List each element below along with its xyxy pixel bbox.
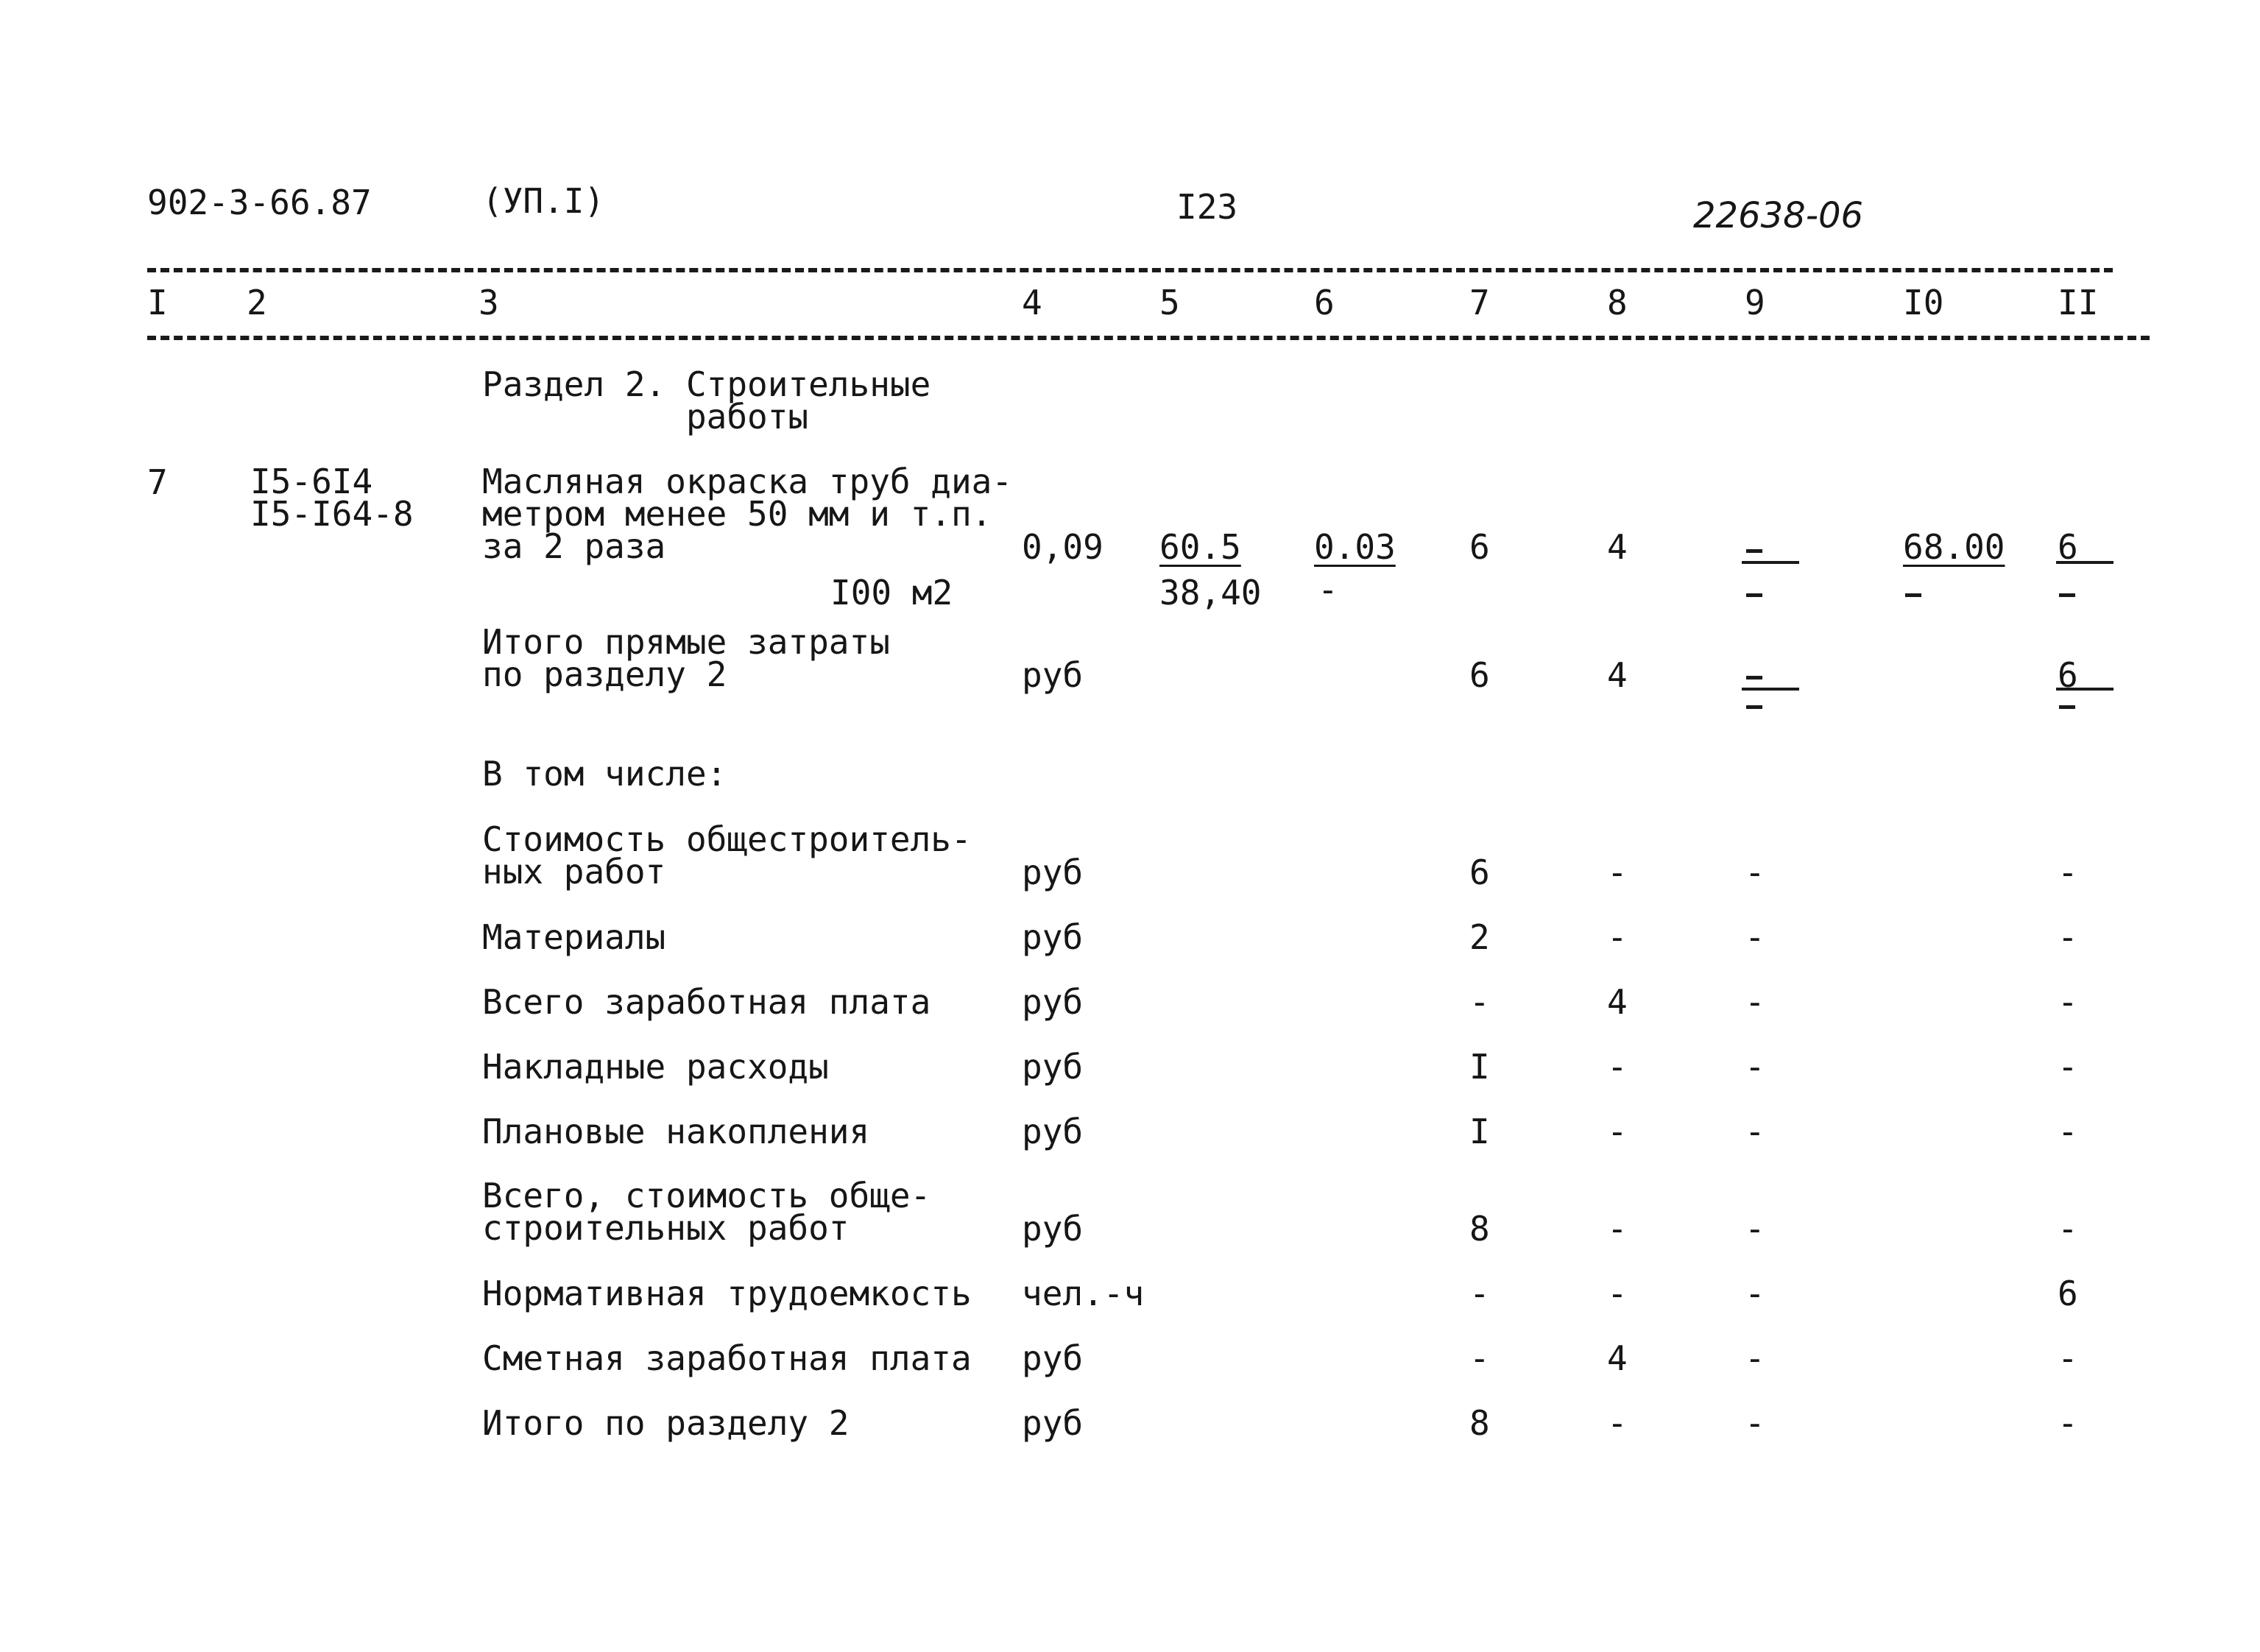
subtotal-col7: 6 — [1469, 655, 1490, 695]
subtotal-col9-underline — [1742, 688, 1799, 691]
subtotal-col11-underline — [2056, 688, 2114, 691]
breakdown-col8: 4 — [1607, 982, 1628, 1022]
breakdown-col8: - — [1607, 1274, 1628, 1313]
breakdown-col11: - — [2058, 982, 2078, 1022]
item-codes: I5-6I4 I5-I64-8 — [250, 462, 414, 534]
breakdown-col11: - — [2058, 853, 2078, 892]
breakdown-col9: - — [1745, 1403, 1765, 1443]
breakdown-col8: - — [1607, 917, 1628, 957]
item-quantity: 0,09 — [1022, 527, 1103, 567]
header-bottom-rule — [147, 336, 2150, 340]
breakdown-unit: руб — [1022, 1209, 1084, 1249]
item-total-cost: 6 — [1469, 527, 1490, 567]
breakdown-col7: - — [1469, 1338, 1490, 1378]
breakdown-col11: 6 — [2058, 1274, 2078, 1313]
breakdown-label: Всего, стоимость обще- строительных работ — [482, 1176, 931, 1248]
breakdown-col11: - — [2058, 1047, 2078, 1087]
column-number-4: 4 — [1022, 283, 1042, 322]
item-col11-underline — [2056, 561, 2114, 564]
breakdown-col7: - — [1469, 982, 1490, 1022]
breakdown-unit: руб — [1022, 853, 1084, 892]
subtotal-label: Итого прямые затраты по разделу 2 — [482, 622, 890, 694]
breakdown-unit: руб — [1022, 917, 1084, 957]
breakdown-col9: - — [1745, 1209, 1765, 1249]
subtotal-col11: 6 — [2058, 655, 2078, 695]
item-col11-bottom-dash — [2059, 593, 2075, 597]
archive-number: 22638-06 — [1693, 195, 1864, 236]
breakdown-label: Материалы — [482, 917, 666, 957]
breakdown-col9: - — [1745, 982, 1765, 1022]
breakdown-col11: - — [2058, 1209, 2078, 1249]
column-number-3: 3 — [479, 283, 499, 322]
breakdown-unit: руб — [1022, 982, 1084, 1022]
column-number-9: 9 — [1745, 283, 1765, 322]
breakdown-col7: - — [1469, 1274, 1490, 1313]
breakdown-col7: I — [1469, 1112, 1490, 1151]
item-wage-cost: 4 — [1607, 527, 1628, 567]
breakdown-col7: I — [1469, 1047, 1490, 1087]
page-number: I23 — [1176, 187, 1238, 227]
column-number-6: 6 — [1314, 283, 1335, 322]
breakdown-col9: - — [1745, 917, 1765, 957]
item-col10-bottom-dash — [1905, 593, 1921, 597]
column-number-7: 7 — [1469, 283, 1490, 322]
subtotal-col9-bottom-dash — [1746, 705, 1762, 709]
breakdown-col11: - — [2058, 1403, 2078, 1443]
breakdown-label: Стоимость общестроитель- ных работ — [482, 819, 972, 892]
breakdown-col11: - — [2058, 1112, 2078, 1151]
breakdown-col9: - — [1745, 1338, 1765, 1378]
breakdown-label: Итого по разделу 2 — [482, 1403, 850, 1443]
subtotal-unit: руб — [1022, 655, 1084, 695]
breakdown-col8: - — [1607, 1112, 1628, 1151]
item-number: 7 — [147, 462, 168, 502]
column-number-10: I0 — [1903, 283, 1944, 322]
breakdown-col8: - — [1607, 853, 1628, 892]
breakdown-unit: руб — [1022, 1403, 1084, 1443]
column-number-11: II — [2058, 283, 2099, 322]
column-number-5: 5 — [1159, 283, 1180, 322]
breakdown-col9: - — [1745, 1274, 1765, 1313]
breakdown-unit: руб — [1022, 1338, 1084, 1378]
column-number-8: 8 — [1607, 283, 1628, 322]
item-labor-norm: 68.00 — [1903, 527, 2005, 567]
breakdown-unit: руб — [1022, 1047, 1084, 1087]
breakdown-col7: 2 — [1469, 917, 1490, 957]
breakdown-col11: - — [2058, 917, 2078, 957]
breakdown-col8: - — [1607, 1047, 1628, 1087]
breakdown-col11: - — [2058, 1338, 2078, 1378]
breakdown-col8: - — [1607, 1403, 1628, 1443]
item-wage-price: 38,40 — [1159, 573, 1262, 613]
header-top-rule — [147, 268, 2113, 272]
subtotal-col8: 4 — [1607, 655, 1628, 695]
item-labor-total: 6 — [2058, 527, 2078, 567]
breakdown-label: Накладные расходы — [482, 1047, 829, 1087]
album-reference: (УП.I) — [482, 181, 605, 221]
item-unit-price: 60.5 — [1159, 527, 1241, 567]
breakdown-col7: 8 — [1469, 1209, 1490, 1249]
subtotal-col9-dash — [1746, 676, 1762, 679]
column-number-2: 2 — [247, 283, 267, 322]
item-description: Масляная окраска труб диа- метром менее 50 мм и т.п. за 2 раза — [482, 462, 1013, 566]
breakdown-col7: 8 — [1469, 1403, 1490, 1443]
item-col9-bottom-dash — [1746, 593, 1762, 597]
breakdown-label: Всего заработная плата — [482, 982, 931, 1022]
breakdown-col9: - — [1745, 1047, 1765, 1087]
item-machine-wage: - — [1318, 570, 1338, 610]
including-label: В том числе: — [482, 754, 727, 794]
breakdown-label: Плановые накопления — [482, 1112, 870, 1151]
breakdown-unit: руб — [1022, 1112, 1084, 1151]
column-number-1: I — [147, 283, 168, 322]
subtotal-col11-bottom-dash — [2059, 705, 2075, 709]
item-col9-top-dash — [1746, 549, 1762, 553]
breakdown-col8: 4 — [1607, 1338, 1628, 1378]
breakdown-col8: - — [1607, 1209, 1628, 1249]
section-title: Раздел 2. Строительные работы — [482, 364, 931, 437]
item-machine-price: 0.03 — [1314, 527, 1396, 567]
breakdown-label: Нормативная трудоемкость — [482, 1274, 972, 1313]
item-unit: I00 м2 — [830, 573, 953, 613]
breakdown-col7: 6 — [1469, 853, 1490, 892]
document-code: 902-3-66.87 — [147, 183, 372, 222]
breakdown-unit: чел.-ч — [1022, 1274, 1145, 1313]
breakdown-label: Сметная заработная плата — [482, 1338, 972, 1378]
item-col9-underline — [1742, 561, 1799, 564]
breakdown-col9: - — [1745, 853, 1765, 892]
breakdown-col9: - — [1745, 1112, 1765, 1151]
